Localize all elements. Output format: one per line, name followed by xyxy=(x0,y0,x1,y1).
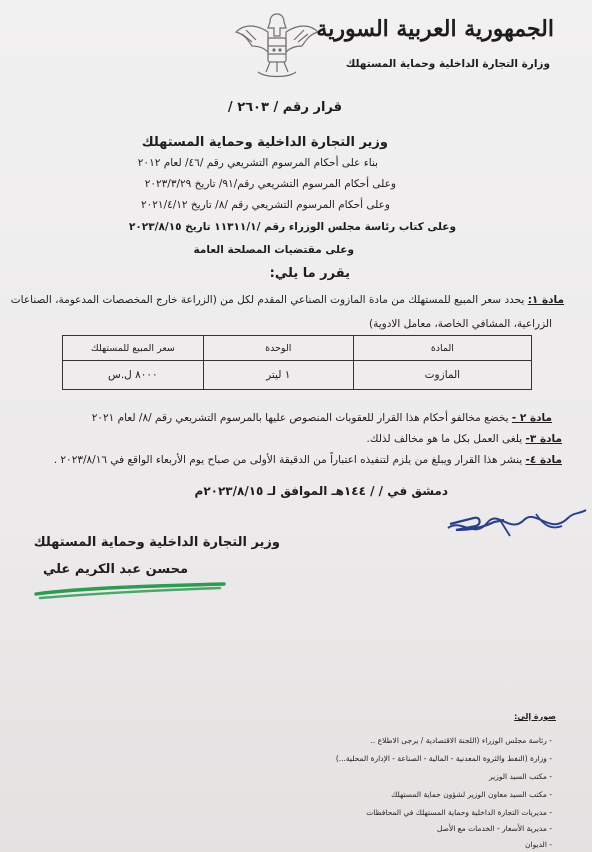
table-cell: ١ ليتر xyxy=(203,361,353,390)
basis-line: وعلى مقتضيات المصلحة العامة xyxy=(193,244,354,256)
basis-line: وعلى أحكام المرسوم التشريعي رقم /٨/ تاريخ ٢٠٢١/٤/١٢ xyxy=(141,199,390,211)
article-2 xyxy=(92,412,552,424)
basis-line: وعلى كتاب رئاسة مجلس الوزراء رقم /١١٣١١/١ تاريخ ٢٠٢٣/٨/١٥ xyxy=(128,221,456,233)
article-4-label: مادة ٤- xyxy=(525,454,562,466)
table-row xyxy=(63,361,532,390)
cc-item: - مديرية الأسعار - الخدمات مع الأصل xyxy=(436,824,552,833)
signer-title: وزير التجارة الداخلية وحماية المستهلك xyxy=(33,535,280,550)
table-header-row xyxy=(63,336,532,361)
initials-mark xyxy=(448,512,508,536)
cc-item: - وزارة (النفط والثروة المعدنية - المالية - الصناعة - الإدارة المحلية...) xyxy=(335,754,552,763)
article-1-label: مادة ١: xyxy=(527,294,564,306)
cc-item: - مكتب السيد الوزير xyxy=(489,772,552,781)
table-header-cell: الوحدة xyxy=(203,336,353,361)
table-header-cell: المادة xyxy=(353,336,531,361)
green-underline-mark xyxy=(30,576,230,602)
article-2-text: يخضع مخالفو أحكام هذا القرار للعقوبات المنصوص عليها بالمرسوم التشريعي رقم /٨/ لعام ٢٠٢١ xyxy=(91,412,509,424)
article-2-label: مادة ٢ - xyxy=(511,412,552,424)
article-3-text: يلغى العمل بكل ما هو مخالف لذلك. xyxy=(366,433,523,445)
signer-name: محسن عبد الكريم علي xyxy=(42,562,188,577)
basis-line: وعلى أحكام المرسوم التشريعي رقم/٩١/ تاريخ ٢٠٢٣/٣/٢٩ xyxy=(144,178,396,190)
table-cell: المازوت xyxy=(353,361,531,390)
decides-heading: يقرر ما يلي: xyxy=(269,266,350,281)
article-1-continued: الزراعية، المشافي الخاصة، معامل الادوية) xyxy=(368,318,552,330)
syrian-eagle-emblem-icon xyxy=(232,6,322,86)
cc-item: - مكتب السيد معاون الوزير لشؤون حماية المستهلك xyxy=(391,790,552,799)
table-cell: ٨٠٠٠ ل.س xyxy=(63,361,204,390)
article-3 xyxy=(367,433,562,445)
ministry-heading: وزارة التجارة الداخلية وحماية المستهلك xyxy=(345,58,550,70)
cc-item: - رئاسة مجلس الوزراء (اللجنة الاقتصادية / يرجى الاطلاع .. xyxy=(370,736,552,745)
cc-heading: صورة إلى: xyxy=(514,712,556,721)
price-table xyxy=(62,335,532,390)
cc-item: - مديريات التجارة الداخلية وحماية المستهلك في المحافظات xyxy=(366,808,552,817)
issuer-title: وزير التجارة الداخلية وحماية المستهلك xyxy=(141,135,388,150)
article-1-text: يحدد سعر المبيع للمستهلك من مادة المازوت الصناعي المقدم لكل من (الزراعة خارج المخصصات المدعومة، الصناعات xyxy=(10,294,525,306)
basis-line: بناء على أحكام المرسوم التشريعي رقم /٤٦/ لعام ٢٠١٢ xyxy=(137,157,378,169)
decision-number: قرار رقم / ٢٦٠٣ / xyxy=(227,100,342,115)
cc-item: - الديوان xyxy=(525,840,552,849)
table-header-cell: سعر المبيع للمستهلك xyxy=(63,336,204,361)
article-3-label: مادة ٣- xyxy=(525,433,562,445)
article-4-text: ينشر هذا القرار ويبلغ من يلزم لتنفيذه اعتباراً من الدقيقة الأولى من صباح يوم الأربعاء الواقع في ٢٠٢٣/٨/١٦ . xyxy=(53,454,523,466)
article-1 xyxy=(11,294,564,306)
issue-date-line: دمشق في / / ١٤٤هـ الموافق لـ ٢٠٢٣/٨/١٥م xyxy=(194,484,448,498)
republic-heading: الجمهورية العربية السورية xyxy=(316,16,554,42)
article-4 xyxy=(54,454,562,466)
